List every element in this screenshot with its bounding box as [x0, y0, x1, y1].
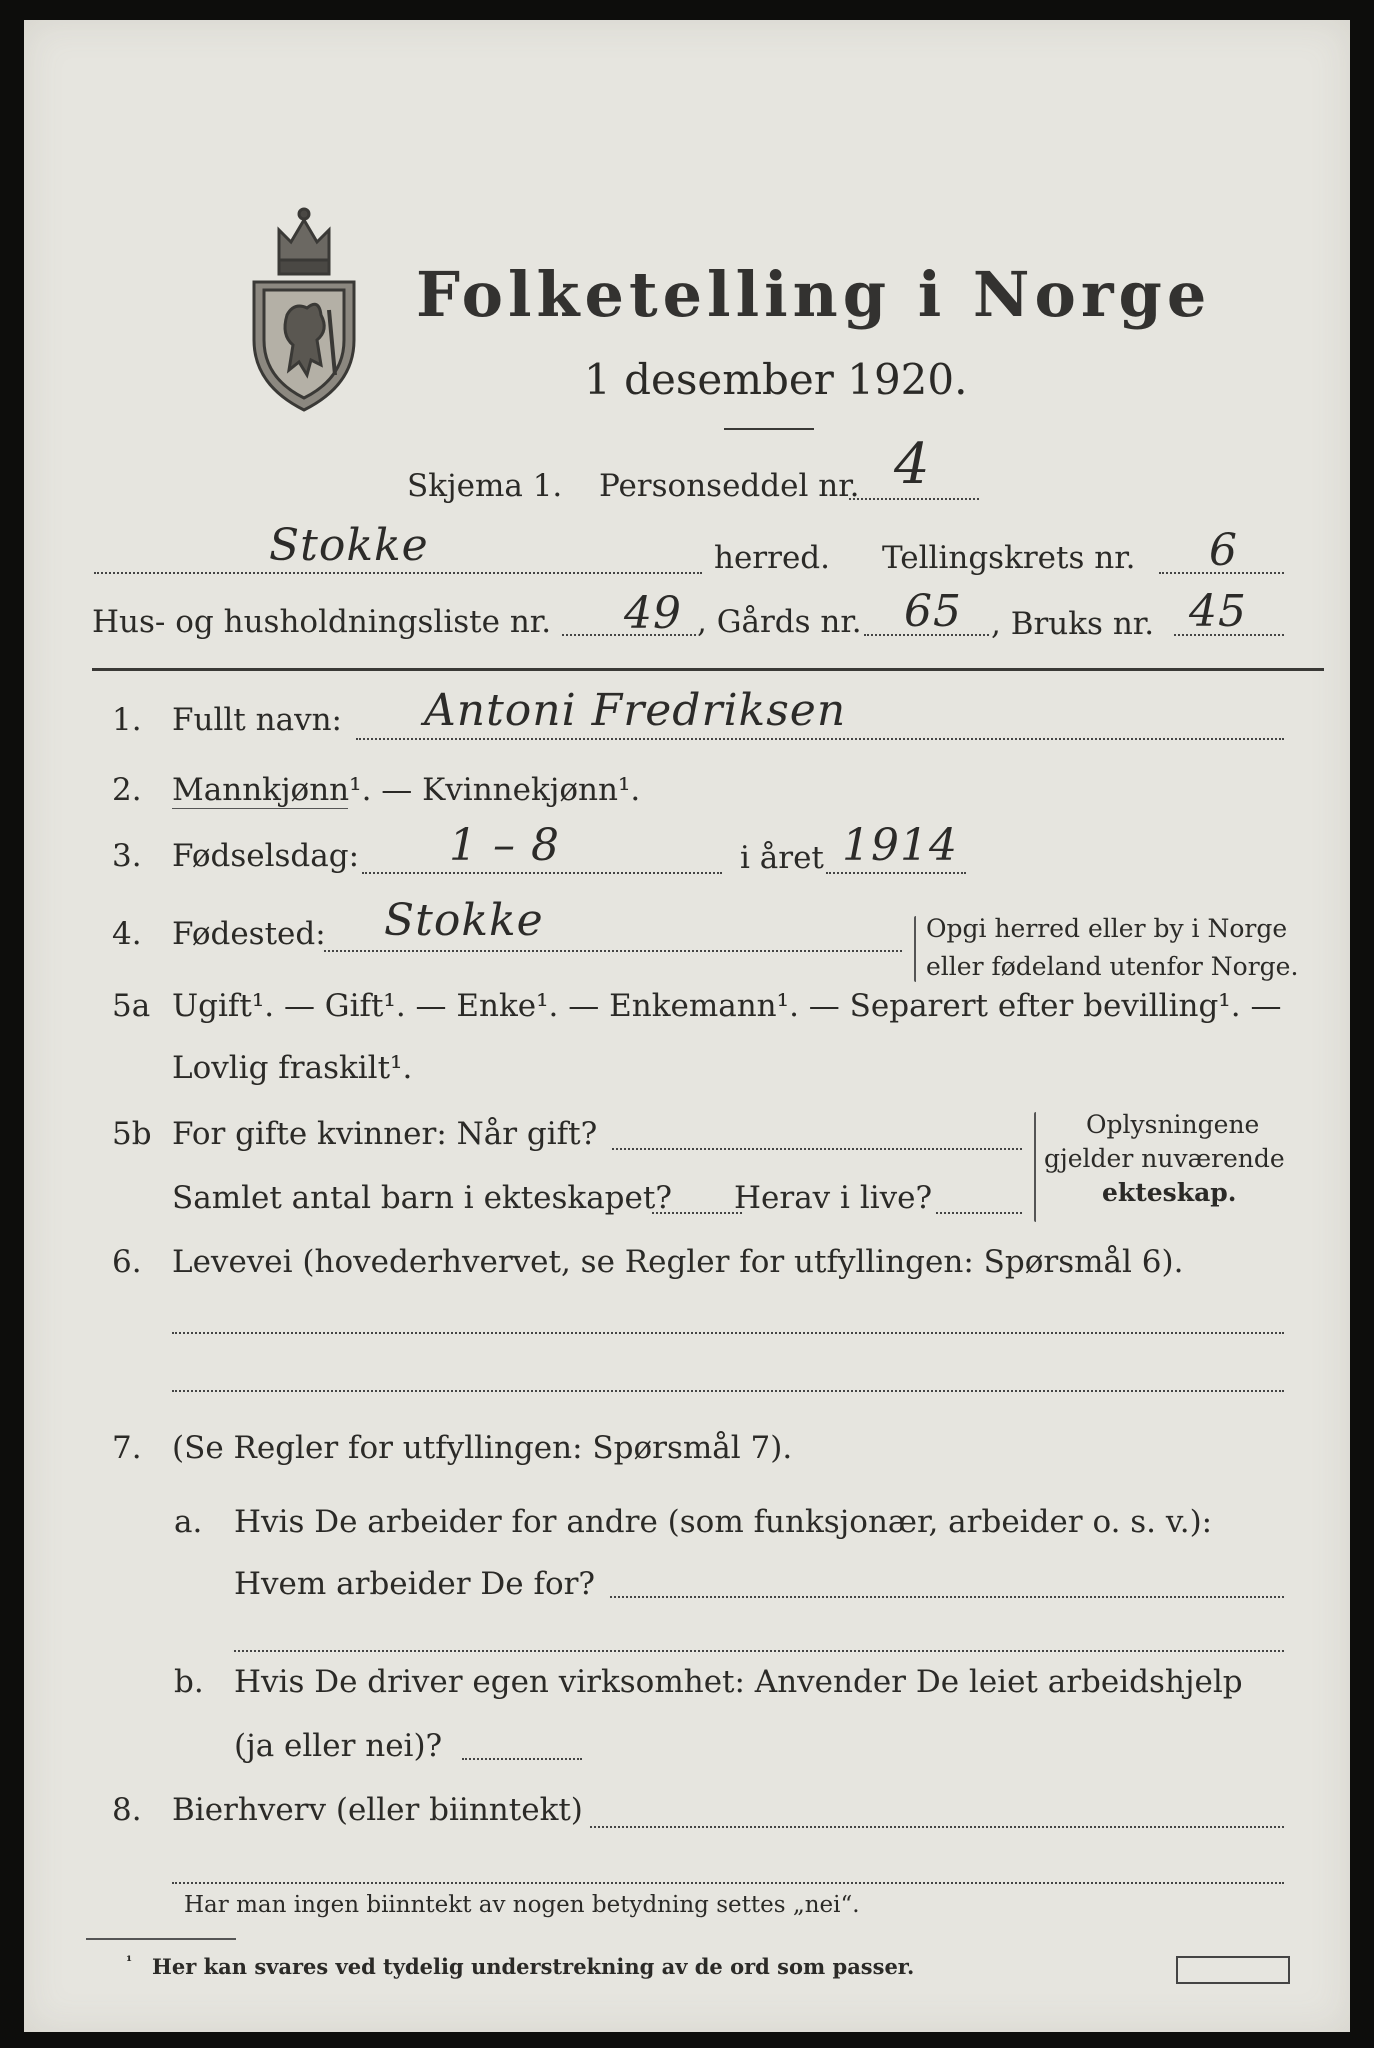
- q4-number: 4.: [112, 916, 142, 952]
- q7b-answer-line[interactable]: [462, 1758, 582, 1760]
- gender-underline: [172, 808, 348, 809]
- q7b-label: Hvis De driver egen virksomhet: Anvender De leiet arbeidshjelp: [234, 1664, 1243, 1700]
- q5b-label-line2: Samlet antal barn i ekteskapet?: [172, 1180, 672, 1216]
- q8-note: Har man ingen biinntekt av nogen betydning settes „nei“.: [184, 1892, 860, 1918]
- herred-value[interactable]: Stokke: [269, 520, 429, 571]
- footnote-rule: [86, 1938, 236, 1940]
- census-form-page: [24, 20, 1350, 2032]
- q5a-label: Ugift¹. — Gift¹. — Enke¹. — Enkemann¹. — Separert efter bevilling¹. —: [172, 988, 1282, 1024]
- q3-label: Fødselsdag:: [172, 838, 360, 874]
- q8-answer-line2[interactable]: [172, 1882, 1284, 1884]
- personseddel-label: Personseddel nr.: [599, 468, 860, 504]
- hus-value[interactable]: 49: [624, 588, 682, 639]
- q3-year-label: i året: [740, 840, 824, 876]
- q7a-answer-line2[interactable]: [234, 1650, 1284, 1652]
- q7a-label-line2: Hvem arbeider De for?: [234, 1566, 596, 1602]
- q4-note-line2: eller fødeland utenfor Norge.: [926, 952, 1299, 981]
- q7b-label-line2: (ja eller nei)?: [234, 1728, 443, 1764]
- q7b-letter: b.: [174, 1664, 204, 1700]
- q8-number: 8.: [112, 1792, 142, 1828]
- personseddel-value[interactable]: 4: [894, 432, 931, 497]
- q7a-label: Hvis De arbeider for andre (som funksjonær, arbeider o. s. v.):: [234, 1504, 1213, 1540]
- q7a-letter: a.: [174, 1504, 203, 1540]
- footnote-text: Her kan svares ved tydelig understrekning av de ord som passer.: [152, 1954, 915, 1979]
- q7a-answer-line1[interactable]: [610, 1596, 1284, 1598]
- schema-label: Skjema 1.: [407, 468, 563, 504]
- q6-label: Levevei (hovederhvervet, se Regler for utfyllingen: Spørsmål 6).: [172, 1244, 1184, 1280]
- q1-number: 1.: [112, 702, 142, 738]
- birthday-value[interactable]: 1 – 8: [449, 820, 560, 871]
- hus-label: Hus- og husholdningsliste nr.: [92, 604, 552, 640]
- gards-value[interactable]: 65: [904, 586, 962, 637]
- q6-number: 6.: [112, 1244, 142, 1280]
- q5b-note-line1: Oplysningene: [1086, 1110, 1260, 1139]
- herred-label: herred.: [714, 540, 830, 576]
- q5b-number: 5b: [112, 1116, 152, 1152]
- q8-label: Bierhverv (eller biinntekt): [172, 1792, 583, 1828]
- q4-note-line1: Opgi herred eller by i Norge: [926, 914, 1288, 943]
- tellingskrets-label: Tellingskrets nr.: [882, 540, 1136, 576]
- bruks-label: , Bruks nr.: [991, 606, 1155, 642]
- gards-label: , Gårds nr.: [697, 604, 862, 640]
- q1-label: Fullt navn:: [172, 702, 342, 738]
- q5b-note-line2: gjelder nuværende: [1044, 1144, 1285, 1173]
- coat-of-arms-icon: [249, 190, 359, 415]
- bruks-value[interactable]: 45: [1189, 586, 1247, 637]
- q5a-number: 5a: [112, 988, 151, 1024]
- form-title: Folketelling i Norge: [416, 258, 1212, 331]
- q3-number: 3.: [112, 838, 142, 874]
- printer-stamp: [1176, 1956, 1290, 1984]
- birth-year-value[interactable]: 1914: [842, 820, 958, 871]
- q5a-label-line2: Lovlig fraskilt¹.: [172, 1050, 413, 1086]
- q6-answer-line2[interactable]: [172, 1390, 1284, 1392]
- q4-label: Fødested:: [172, 916, 326, 952]
- full-name-value[interactable]: Antoni Fredriksen: [424, 685, 847, 736]
- q6-answer-line1[interactable]: [172, 1332, 1284, 1334]
- q7-number: 7.: [112, 1430, 142, 1466]
- q5b-label: For gifte kvinner: Når gift?: [172, 1116, 598, 1152]
- q7-label: (Se Regler for utfyllingen: Spørsmål 7).: [172, 1430, 793, 1466]
- title-divider: [724, 428, 814, 430]
- header-rule: [92, 668, 1324, 671]
- q2-number: 2.: [112, 772, 142, 808]
- q5b-note-line3: ekteskap.: [1102, 1178, 1237, 1207]
- q5b-label-line3: Herav i live?: [734, 1180, 933, 1216]
- form-date: 1 desember 1920.: [584, 355, 968, 404]
- footnote-mark: ¹: [126, 1954, 133, 1970]
- birthplace-value[interactable]: Stokke: [384, 895, 544, 946]
- q2-label: Mannkjønn¹. — Kvinnekjønn¹.: [172, 772, 641, 808]
- tellingskrets-value[interactable]: 6: [1209, 525, 1238, 576]
- q8-answer-line1[interactable]: [590, 1826, 1284, 1828]
